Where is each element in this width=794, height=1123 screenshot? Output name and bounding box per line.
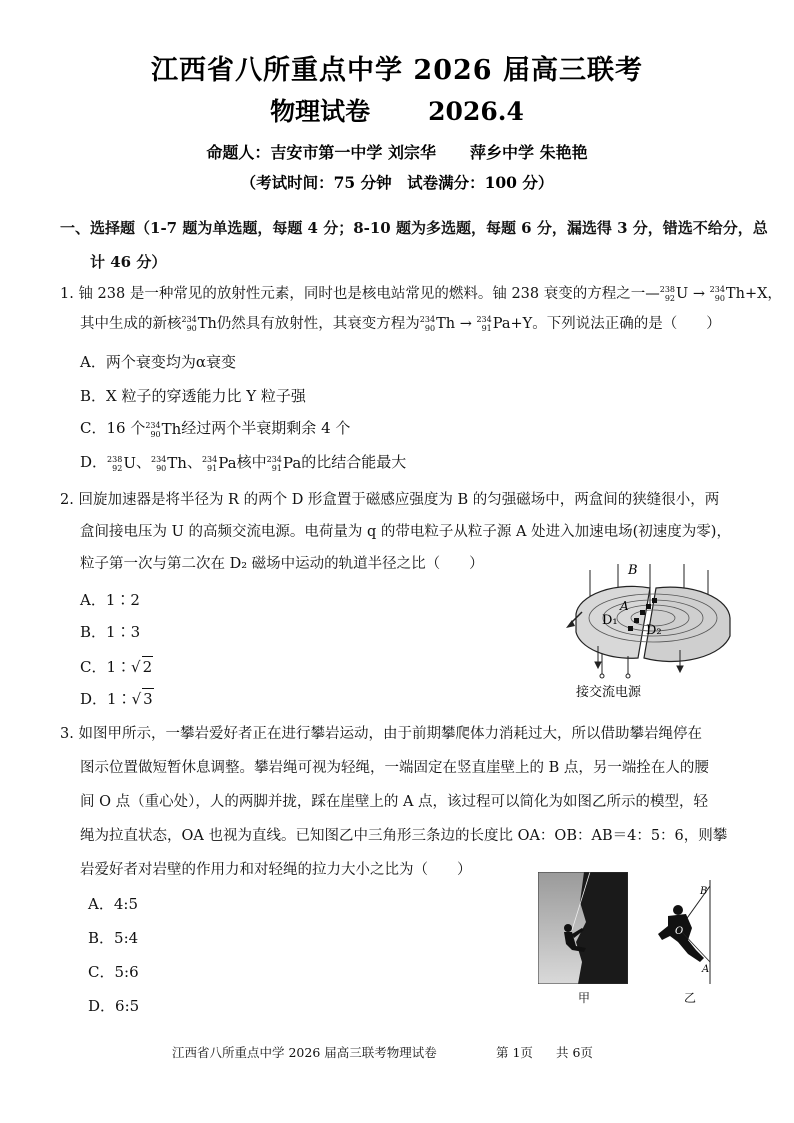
q1-text-2b: 仍然具有放射性，其衰变方程为 — [216, 316, 420, 332]
exam-authors — [0, 140, 794, 163]
q1-text-2a: 其中生成的新核 — [80, 316, 182, 332]
exam-info: （考试时间：75 分钟 试卷满分：100 分） — [240, 173, 554, 192]
nuclide-pa234: 234 91 Pa — [476, 315, 511, 333]
nuclide-th234-b: 234 90 Th — [181, 315, 217, 333]
q3-line-3: 间 O 点（重心处），人的两脚并拢，踩在崖壁上的 A 点，该过程可以简化为如图乙所示的模型，轻 — [80, 794, 709, 810]
label-a: A — [620, 599, 629, 613]
label-d1: D₁ — [602, 613, 618, 628]
q3-option-a[interactable]: A．4:5 — [88, 895, 138, 913]
exam-subject-line — [0, 92, 794, 128]
q1-option-b[interactable]: B．X 粒子的穿透能力比 Y 粒子强 — [80, 387, 306, 405]
model-label-a: A — [702, 964, 710, 975]
q2-option-d[interactable]: D．1∶√ 3 — [80, 690, 153, 708]
footer-page: 第 1页 — [496, 1045, 533, 1060]
exam-date: 2026.4 — [428, 97, 524, 126]
cyclotron-figure — [558, 562, 738, 702]
cliff-shape — [576, 872, 628, 984]
model-label-o: O — [675, 926, 684, 937]
q3-text-1: 如图甲所示，一攀岩爱好者正在进行攀岩运动，由于前期攀爬体力消耗过大，所以借助攀岩绳停在 — [78, 726, 702, 742]
q1-eq-tail-2: +Y — [510, 316, 533, 332]
cyclotron-caption: 接交流电源 — [576, 685, 642, 700]
photo-caption: 甲 — [578, 991, 591, 1005]
nuclide-u238: 238 92 U — [659, 285, 689, 303]
exam-subject: 物理试卷 — [270, 97, 371, 126]
q3-option-d[interactable]: D．6:5 — [88, 997, 140, 1015]
label-d2: D₂ — [646, 623, 662, 638]
section-heading-cont: 计 46 分） — [90, 253, 167, 271]
q2-number: 2. — [60, 492, 74, 508]
q1-line-1: 1. 铀 238 是一种常见的放射性元素，同时也是核电站常见的燃料。铀 238 衰变的方程之一— 238 92 U → 234 90 Th+X， — [60, 285, 782, 303]
q2-line-3: 粒子第一次与第二次在 D₂ 磁场中运动的轨道半径之比（ ） — [80, 556, 484, 572]
q1-option-c[interactable]: C．16 个 234 90 Th经过两个半衰期剩余 4 个 — [80, 419, 351, 439]
exam-title: 江西省八所重点中学 2026 届高三联考 — [151, 55, 643, 86]
q3-line-1 — [60, 724, 702, 744]
author-2: 萍乡中学 朱艳艳 — [470, 143, 588, 162]
q2-line-1 — [60, 490, 719, 510]
q3-number: 3. — [60, 726, 74, 742]
q2-option-a[interactable]: A．1∶2 — [80, 591, 140, 609]
q2-text-1: 回旋加速器是将半径为 R 的两个 D 形盒置于磁感应强度为 B 的匀强磁场中，两盒间的狭缝很小，两 — [78, 492, 720, 508]
q1-text-2c: 。下列说法正确的是（ ） — [532, 316, 721, 332]
q1-text-1: 铀 238 是一种常见的放射性元素，同时也是核电站常见的燃料。铀 238 衰变的方程之一 — [78, 286, 646, 302]
q3-line-4: 绳为拉直状态，OA 也视为直线。已知图乙中三角形三条边的长度比 OA：OB：AB＝4：5：6，则攀 — [80, 828, 728, 844]
q1-option-d[interactable]: D． 238 92 U、 234 90 Th、 234 91 Pa核中 234 91 Pa的比结合能最大 — [80, 453, 407, 473]
q3-option-c[interactable]: C．5:6 — [88, 963, 139, 981]
q1-number: 1. — [60, 286, 74, 302]
q3-line-2: 图示位置做短暂休息调整。攀岩绳可视为轻绳，一端固定在竖直崖壁上的 B 点，另一端拴在人的腰 — [80, 760, 709, 776]
nuclide-th234: 234 90 Th — [709, 285, 745, 303]
model-label-b: B — [700, 886, 708, 897]
q2-line-2: 盒间接电压为 U 的高频交流电源。电荷量为 q 的带电粒子从粒子源 A 处进入加速电场(初速度为零)， — [80, 524, 731, 540]
q2-option-b[interactable]: B．1∶3 — [80, 623, 141, 641]
footer-title: 江西省八所重点中学 2026 届高三联考物理试卷 — [172, 1045, 437, 1060]
footer-total: 共 6页 — [556, 1045, 593, 1060]
q2-option-c[interactable]: C．1∶√ 2 — [80, 658, 153, 676]
author-1: 命题人：吉安市第一中学 刘宗华 — [206, 143, 436, 162]
section-heading: 一、选择题（1-7 题为单选题，每题 4 分；8-10 题为多选题，每题 6 分，漏选得 3 分，错选不给分，总 — [60, 219, 768, 237]
climber-photo — [538, 872, 628, 984]
q3-option-b[interactable]: B．5:4 — [88, 929, 139, 947]
q1-eq-tail-1: +X， — [744, 286, 782, 302]
label-b: B — [628, 563, 638, 578]
nuclide-th234-c: 234 90 Th — [419, 315, 456, 333]
q1-option-a[interactable]: A．两个衰变均为α衰变 — [80, 353, 236, 371]
q1-line-2: 其中生成的新核 234 90 Th仍然具有放射性，其衰变方程为 234 90 Th → 234 91 Pa+Y。下列说法正确的是（ ） — [80, 315, 721, 333]
climber-model — [648, 880, 718, 984]
model-caption: 乙 — [684, 991, 697, 1005]
q3-line-5: 岩爱好者对岩壁的作用力和对轻绳的拉力大小之比为（ ） — [80, 862, 472, 878]
